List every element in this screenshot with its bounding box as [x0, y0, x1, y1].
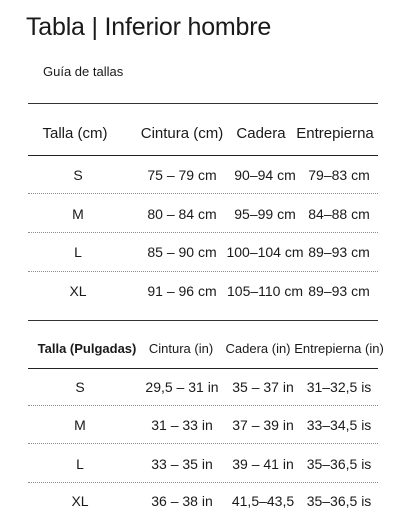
hip-cell: 100–104 cm [226, 244, 304, 260]
size-cell: M [72, 206, 84, 222]
waist-cell: 31 – 33 in [151, 417, 213, 433]
waist-cell: 36 – 38 in [151, 493, 213, 509]
row-divider [28, 271, 378, 272]
inseam-cell: 79–83 cm [308, 167, 370, 183]
subtitle: Guía de tallas [43, 64, 124, 79]
header-inseam: Entrepierna [296, 125, 374, 142]
header-waist: Cintura (cm) [140, 125, 224, 142]
hip-cell: 90–94 cm [234, 167, 296, 183]
header-hip: Cadera [236, 125, 286, 142]
header-size: Talla (cm) [42, 125, 108, 142]
size-cell: XL [69, 283, 87, 299]
size-cell: M [74, 417, 86, 433]
waist-cell: 85 – 90 cm [147, 244, 217, 260]
hip-cell: 41,5–43,5 [231, 493, 295, 509]
hip-cell: 35 – 37 in [232, 379, 294, 395]
row-divider [28, 193, 378, 194]
hip-cell: 105–110 cm [226, 283, 304, 299]
table-header-rule [28, 155, 378, 156]
size-cell: L [74, 244, 82, 260]
size-cell: L [76, 456, 84, 472]
inseam-cell: 89–93 cm [308, 244, 370, 260]
table-top-rule [28, 103, 378, 104]
row-divider [28, 232, 378, 233]
header-inseam: Entrepierna (in) [294, 341, 384, 356]
waist-cell: 33 – 35 in [151, 456, 213, 472]
table-header-rule [28, 368, 378, 369]
header-waist: Cintura (in) [148, 341, 214, 356]
waist-cell: 80 – 84 cm [147, 206, 217, 222]
row-divider [28, 443, 378, 444]
inseam-cell: 89–93 cm [308, 283, 370, 299]
hip-cell: 95–99 cm [234, 206, 296, 222]
inseam-cell: 31–32,5 is [306, 379, 372, 395]
inseam-cell: 35–36,5 is [306, 456, 372, 472]
row-divider [28, 482, 378, 483]
hip-cell: 37 – 39 in [232, 417, 294, 433]
waist-cell: 91 – 96 cm [147, 283, 217, 299]
inseam-cell: 35–36,5 is [306, 493, 372, 509]
header-size: Talla (Pulgadas) [37, 341, 137, 356]
row-divider [28, 405, 378, 406]
size-cell: S [75, 379, 85, 395]
inseam-cell: 84–88 cm [308, 206, 370, 222]
header-hip: Cadera (in) [225, 341, 291, 356]
waist-cell: 29,5 – 31 in [145, 379, 219, 395]
hip-cell: 39 – 41 in [232, 456, 294, 472]
section-divider [28, 320, 378, 321]
size-cell: S [73, 167, 83, 183]
page-title: Tabla | Inferior hombre [26, 13, 272, 41]
inseam-cell: 33–34,5 is [306, 417, 372, 433]
size-cell: XL [71, 493, 89, 509]
waist-cell: 75 – 79 cm [147, 167, 217, 183]
